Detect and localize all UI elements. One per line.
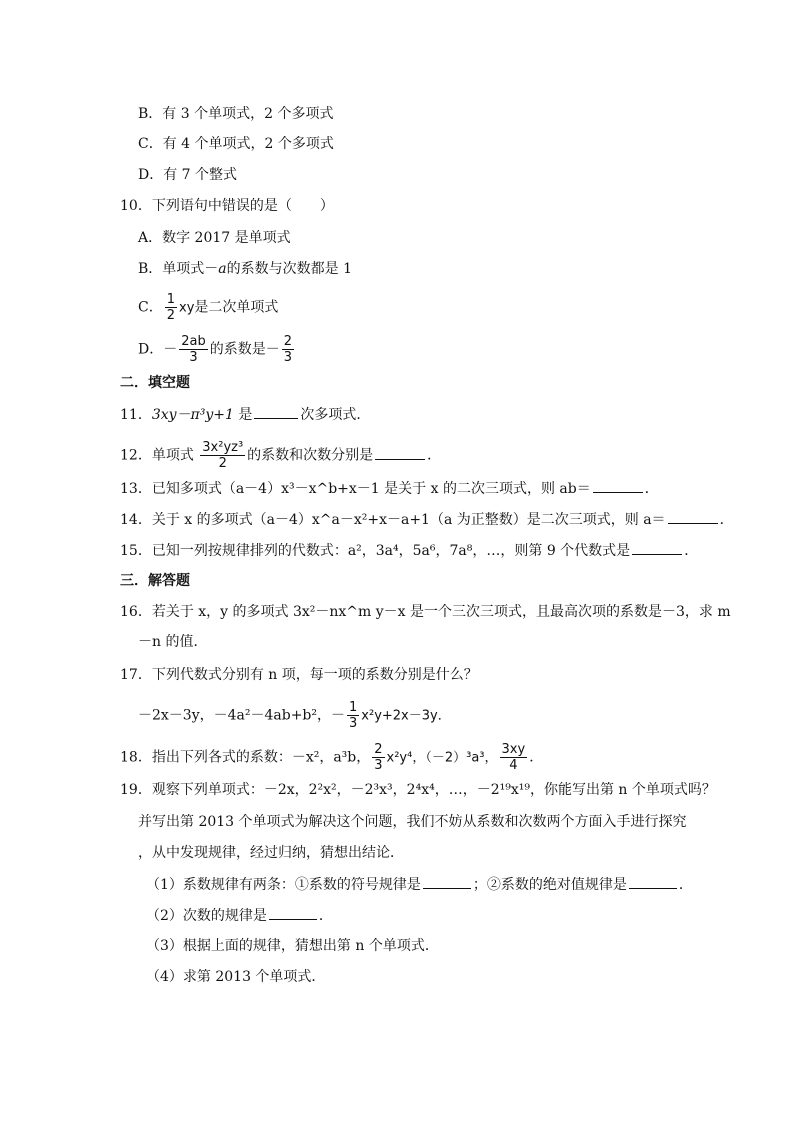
q10-option-d (138, 334, 296, 365)
fraction-denominator: 2 (166, 308, 175, 323)
q9-option-c: C．有 4 个单项式，2 个多项式 (138, 136, 334, 152)
answer-blank[interactable] (375, 445, 425, 460)
q10-option-b-suffix: 的系数与次数都是 1 (226, 261, 353, 277)
q18-mid: x²y⁴，（－2）³a³， (386, 750, 498, 766)
fraction-numerator: 2ab (181, 334, 206, 349)
q19-line-2: 并写出第 2013 个单项式为解决这个问题，我们不妨从系数和次数两个方面入手进行探究 (138, 814, 687, 830)
q18-fraction-2 (500, 742, 528, 773)
q19-line-3: ，从中发现规律，经过归纳，猜想出结论． (138, 845, 404, 861)
q13 (120, 478, 659, 499)
q9-option-d: D．有 7 个整式 (138, 167, 238, 183)
q12 (120, 440, 441, 471)
section-3-title: 三．解答题 (120, 573, 190, 589)
q17-fraction (347, 700, 359, 731)
answer-blank[interactable] (269, 905, 317, 920)
fraction-numerator: 3x²yz³ (202, 440, 244, 455)
q16-line-1: 16．若关于 x，y 的多项式 3x²－nx^m y－x 是一个三次三项式，且最高次项的系数是－3，求 m (120, 604, 731, 620)
q17-expr-b: x²y+2x－3y． (361, 708, 451, 724)
q19-sub-1-end: ． (678, 877, 693, 893)
q18 (120, 742, 543, 773)
q12-fraction (200, 440, 245, 471)
q19-sub-2-end: ． (318, 908, 333, 924)
q10-option-b-var: a (218, 261, 227, 277)
answer-blank[interactable] (629, 874, 677, 889)
q10-stem: 10．下列语句中错误的是（ ） (120, 198, 334, 214)
q14 (120, 509, 734, 530)
fraction-numerator: 1 (166, 292, 175, 307)
q12-prefix: 12．单项式 (120, 447, 199, 464)
q10-option-a: A．数字 2017 是单项式 (138, 230, 291, 246)
fraction-denominator: 3 (374, 758, 383, 773)
q18-prefix: 18．指出下列各式的系数：－x²，a³b， (120, 749, 371, 766)
q11-expr: 3xy－π³y+1 (151, 407, 234, 423)
q9-option-b: B．有 3 个单项式，2 个多项式 (138, 106, 334, 122)
answer-blank[interactable] (632, 540, 682, 555)
q10-option-c-expr: xy (179, 300, 195, 316)
q19-sub-2 (146, 905, 333, 926)
q19-sub-3: （3）根据上面的规律，猜想出第 n 个单项式． (146, 938, 439, 954)
fraction-numerator: 3xy (501, 742, 526, 757)
q19-sub-2-a: （2）次数的规律是 (146, 908, 267, 924)
fraction-denominator: 3 (349, 716, 358, 731)
q10-option-c-prefix: C． (138, 299, 163, 316)
fraction-denominator: 3 (189, 350, 198, 365)
q17-expr-a: －2x－3y，－4a²－4ab+b²，－ (138, 707, 346, 724)
q13-end: ． (644, 481, 659, 497)
q11-number: 11． (120, 407, 152, 423)
q10-option-d-prefix: D．－ (138, 341, 178, 358)
q15-text: 15．已知一列按规律排列的代数式：a²，3a⁴，5a⁶，7a⁸，…，则第 9 个代数式是 (120, 543, 631, 559)
q19-sub-1-b: ；②系数的绝对值规律是 (472, 877, 627, 893)
q16-line-2: －n 的值． (138, 634, 208, 650)
section-2-title: 二．填空题 (120, 375, 190, 391)
q11 (120, 404, 370, 425)
q11-mid: 是 (233, 407, 253, 423)
q13-text: 13．已知多项式（a－4）x³－x^b+x－1 是关于 x 的二次三项式，则 ab＝ (120, 481, 591, 497)
fraction-numerator: 2 (374, 742, 383, 757)
q11-suffix: 次多项式． (300, 407, 371, 423)
q10-option-c-fraction (165, 292, 177, 323)
q17-line-1: 17．下列代数式分别有 n 项，每一项的系数分别是什么？ (120, 667, 478, 683)
q18-end: ． (529, 749, 544, 766)
q10-option-c (138, 292, 278, 323)
q15 (120, 540, 698, 561)
q17-line-2 (138, 700, 451, 731)
answer-blank[interactable] (423, 874, 471, 889)
fraction-denominator: 3 (283, 350, 293, 365)
answer-blank[interactable] (593, 478, 643, 493)
q12-end: ． (427, 447, 442, 464)
fraction-denominator: 4 (509, 758, 518, 773)
answer-blank[interactable] (668, 509, 718, 524)
q10-option-d-fraction-2 (282, 334, 294, 365)
q18-fraction-1 (372, 742, 384, 773)
q12-suffix: 的系数和次数分别是 (247, 447, 374, 464)
q10-option-b (138, 259, 352, 279)
q15-end: ． (684, 543, 699, 559)
q19-line-1: 19．观察下列单项式：－2x，2²x²，－2³x³，2⁴x⁴，…，－2¹⁹x¹⁹，你能写出第 n 个单项式吗？ (120, 782, 716, 798)
q10-option-b-prefix: B．单项式－ (138, 261, 219, 277)
q14-end: ． (719, 512, 734, 528)
q10-option-c-suffix: 是二次单项式 (194, 299, 279, 316)
q10-option-d-fraction-1 (179, 334, 208, 365)
q10-option-d-mid: 的系数是－ (209, 341, 280, 358)
q19-sub-1-a: （1）系数规律有两条：①系数的符号规律是 (146, 877, 421, 893)
fraction-numerator: 2 (283, 334, 293, 349)
fraction-denominator: 2 (218, 456, 227, 471)
q19-sub-4: （4）求第 2013 个单项式． (146, 969, 326, 985)
fraction-numerator: 1 (349, 700, 358, 715)
q14-text: 14．关于 x 的多项式（a－4）x^a－x²+x－a+1（a 为正整数）是二次三项式，则 a＝ (120, 512, 666, 528)
q19-sub-1 (146, 874, 693, 895)
answer-blank[interactable] (254, 404, 298, 419)
